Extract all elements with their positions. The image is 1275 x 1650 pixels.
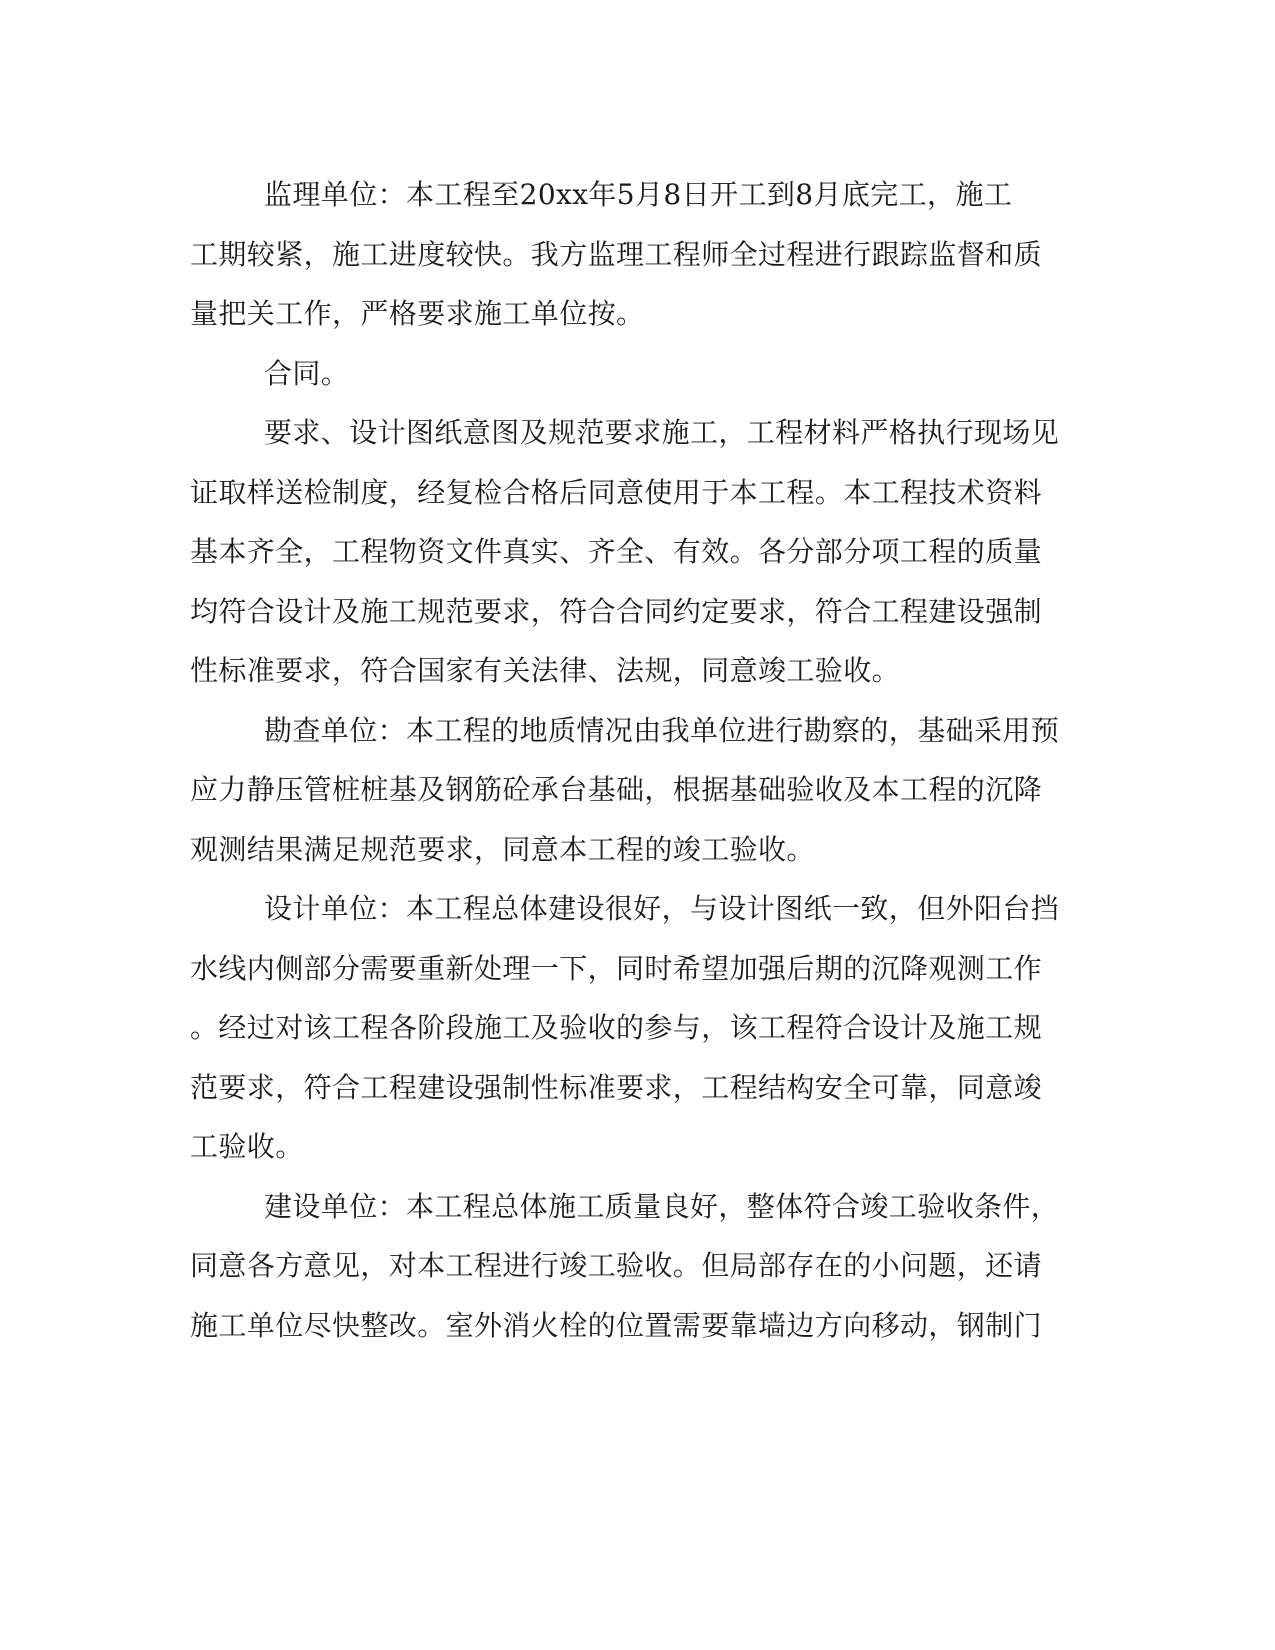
text-line-content: 性标准要求，符合国家有关法律、法规，同意竣工验收。 [190, 654, 901, 687]
text-line [190, 879, 1090, 939]
text-line [190, 284, 1090, 344]
text-line [190, 522, 1090, 582]
text-line [190, 701, 1090, 761]
text-line-content: 应力静压管桩桩基及钢筋砼承台基础，根据基础验收及本工程的沉降 [190, 773, 1043, 806]
text-line-content: 施工单位尽快整改。室外消火栓的位置需要靠墙边方向移动，钢制门 [190, 1308, 1043, 1342]
text-line [190, 1296, 1090, 1356]
text-line-content: 建设单位：本工程总体施工质量良好，整体符合竣工验收条件， [264, 1189, 1060, 1223]
text-line [190, 939, 1090, 999]
text-line [190, 1117, 1090, 1177]
paragraph-survey-unit [190, 701, 1090, 880]
text-line-content: 证取样送检制度，经复检合格后同意使用于本工程。本工程技术资料 [190, 475, 1043, 509]
text-line [190, 998, 1090, 1058]
text-line [264, 165, 1080, 225]
text-line-content: 合同。 [264, 356, 350, 390]
text-line [190, 1058, 1090, 1118]
text-line [190, 1236, 1090, 1296]
text-line-content: 工验收。 [190, 1130, 304, 1163]
text-line-content: 观测结果满足规范要求，同意本工程的竣工验收。 [190, 832, 815, 866]
paragraph-contract [190, 344, 1090, 404]
text-line-content: 基本齐全，工程物资文件真实、齐全、有效。各分部分项工程的质量 [190, 535, 1043, 568]
paragraph-construction-unit [190, 1177, 1090, 1356]
text-line [190, 582, 1090, 642]
text-line-content: 范要求，符合工程建设强制性标准要求，工程结构安全可靠，同意竣 [190, 1070, 1043, 1104]
text-line-content: 水线内侧部分需要重新处理一下，同时希望加强后期的沉降观测工作 [190, 951, 1043, 985]
text-line [190, 403, 1090, 463]
paragraph-design-unit [190, 879, 1090, 1177]
text-line-content: 工期较紧，施工进度较快。我方监理工程师全过程进行跟踪监督和质 [190, 237, 1043, 271]
text-line [190, 820, 1090, 880]
text-line [190, 463, 1090, 523]
text-line-content: 勘查单位：本工程的地质情况由我单位进行勘察的，基础采用预 [264, 713, 1060, 747]
text-line-content: 要求、设计图纸意图及规范要求施工，工程材料严格执行现场见 [264, 416, 1060, 449]
text-line-content: 设计单位：本工程总体建设很好，与设计图纸一致，但外阳台挡 [264, 892, 1060, 925]
text-line-content: 。经过对该工程各阶段施工及验收的参与，该工程符合设计及施工规 [190, 1011, 1043, 1044]
text-line [190, 344, 1090, 404]
text-line-content: 量把关工作，严格要求施工单位按。 [190, 297, 645, 330]
text-line [190, 1177, 1090, 1237]
text-line [190, 641, 1090, 701]
text-line-content: 同意各方意见，对本工程进行竣工验收。但局部存在的小问题，还请 [190, 1249, 1043, 1282]
text-line [190, 225, 1090, 285]
paragraph-requirements [190, 403, 1090, 701]
text-line-content: 监理单位：本工程至20xx年5月8日开工到8月底完工，施工 [264, 178, 1013, 211]
text-line-content: 均符合设计及施工规范要求，符合合同约定要求，符合工程建设强制 [190, 594, 1043, 628]
document-body [190, 165, 1090, 1355]
text-line [190, 760, 1090, 820]
paragraph-supervision-unit [190, 165, 1090, 344]
